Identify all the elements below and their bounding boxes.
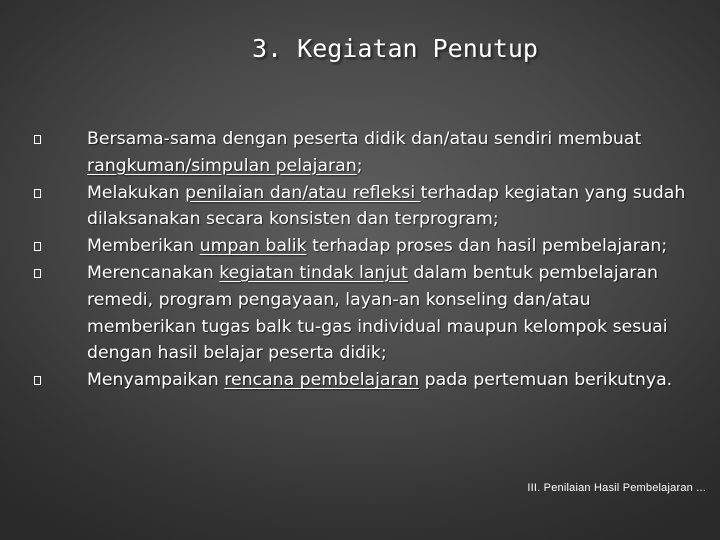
bullet-list	[30, 126, 690, 394]
list-item	[30, 260, 690, 367]
square-bullet-icon	[34, 376, 41, 385]
list-item	[30, 180, 690, 234]
item-underlined-text: penilaian dan/atau refleksi	[185, 182, 421, 203]
item-text: Menyampaikan	[87, 370, 225, 391]
square-bullet-icon	[34, 135, 41, 144]
square-bullet-icon	[34, 242, 41, 251]
item-text: Merencanakan	[87, 262, 220, 283]
item-text: pada pertemuan berikutnya.	[419, 370, 673, 391]
item-text: Bersama-sama dengan peserta didik dan/atau sendiri membuat	[87, 129, 642, 149]
square-bullet-icon	[34, 189, 41, 198]
item-underlined-text: kegiatan tindak lanjut	[219, 262, 408, 283]
item-text: Melakukan	[87, 182, 186, 203]
item-underlined-text: rencana pembelajaran	[224, 370, 420, 391]
item-underlined-text: umpan balik	[199, 236, 307, 257]
item-text: Memberikan	[87, 236, 200, 257]
item-text: terhadap kegiatan yang sudah dilaksanakan secara konsisten dan terprogram;	[87, 182, 686, 230]
item-text: dalam bentuk pembelajaran remedi, program pengayaan, layan-an konseling dan/atau memberikan tugas balk tu-gas individual maupun kelompok sesuai dengan hasil belajar peserta didik;	[87, 262, 668, 364]
list-item	[30, 126, 690, 180]
list-item	[30, 367, 690, 394]
footer-link[interactable]: III. Penilaian Hasil Pembelajaran ...	[527, 482, 706, 494]
item-text: terhadap proses dan hasil pembelajaran;	[306, 236, 668, 257]
item-text: ;	[356, 155, 363, 176]
item-underlined-text: rangkuman/simpulan pelajaran	[87, 155, 357, 176]
square-bullet-icon	[34, 269, 41, 278]
slide-title: 3. Kegiatan Penutup	[252, 34, 538, 63]
list-item	[30, 233, 690, 260]
